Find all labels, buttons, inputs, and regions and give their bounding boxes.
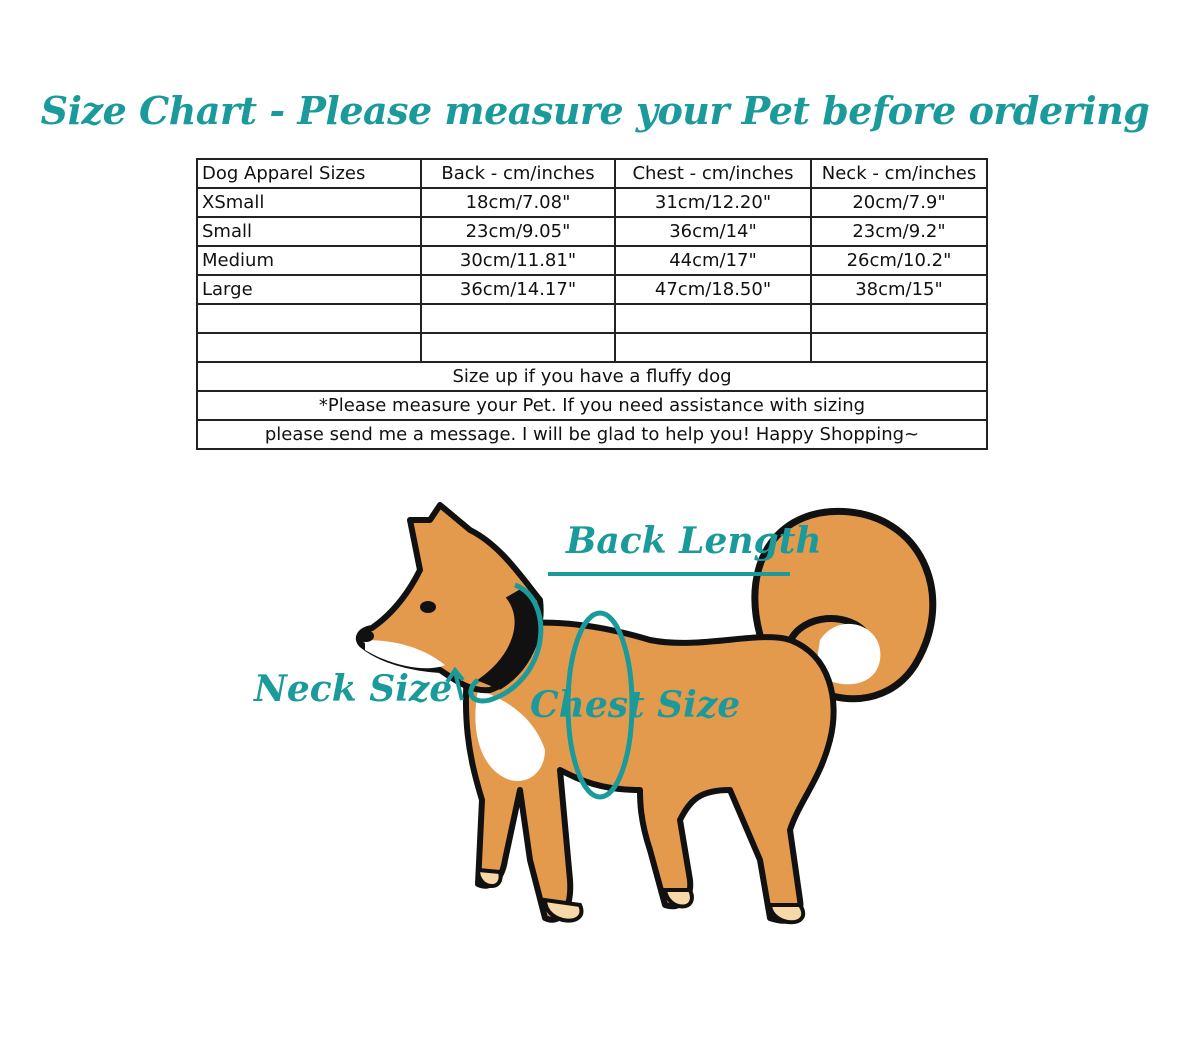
table-row xyxy=(197,217,987,246)
size-name-cell: XSmall xyxy=(197,188,421,217)
note-row xyxy=(197,362,987,391)
empty-row xyxy=(197,304,987,333)
note-measure: *Please measure your Pet. If you need assistance with sizing xyxy=(197,391,987,420)
table-row xyxy=(197,275,987,304)
dog-eye xyxy=(420,601,436,613)
dog-nose xyxy=(358,630,374,642)
back-cell: 18cm/7.08" xyxy=(421,188,615,217)
neck-cell: 26cm/10.2" xyxy=(811,246,987,275)
page-title: Size Chart - Please measure your Pet before ordering xyxy=(40,88,1150,133)
size-name-cell: Medium xyxy=(197,246,421,275)
note-message: please send me a message. I will be glad to help you! Happy Shopping~ xyxy=(197,420,987,449)
table-row xyxy=(197,246,987,275)
note-row xyxy=(197,391,987,420)
table-row xyxy=(197,188,987,217)
column-header: Dog Apparel Sizes xyxy=(197,159,421,188)
chest-cell: 31cm/12.20" xyxy=(615,188,811,217)
neck-cell: 20cm/7.9" xyxy=(811,188,987,217)
back-cell: 30cm/11.81" xyxy=(421,246,615,275)
column-header: Neck - cm/inches xyxy=(811,159,987,188)
neck-cell: 23cm/9.2" xyxy=(811,217,987,246)
size-chart-table xyxy=(196,158,988,450)
back-cell: 23cm/9.05" xyxy=(421,217,615,246)
neck-size-label: Neck Size xyxy=(254,668,453,710)
chest-cell: 36cm/14" xyxy=(615,217,811,246)
chest-cell: 47cm/18.50" xyxy=(615,275,811,304)
table-header-row xyxy=(197,159,987,188)
column-header: Back - cm/inches xyxy=(421,159,615,188)
size-name-cell: Small xyxy=(197,217,421,246)
neck-cell: 38cm/15" xyxy=(811,275,987,304)
chest-size-label: Chest Size xyxy=(530,684,741,726)
empty-row xyxy=(197,333,987,362)
chest-cell: 44cm/17" xyxy=(615,246,811,275)
back-length-label: Back Length xyxy=(566,520,822,562)
column-header: Chest - cm/inches xyxy=(615,159,811,188)
note-row xyxy=(197,420,987,449)
size-name-cell: Large xyxy=(197,275,421,304)
note-fluffy: Size up if you have a fluffy dog xyxy=(197,362,987,391)
back-cell: 36cm/14.17" xyxy=(421,275,615,304)
